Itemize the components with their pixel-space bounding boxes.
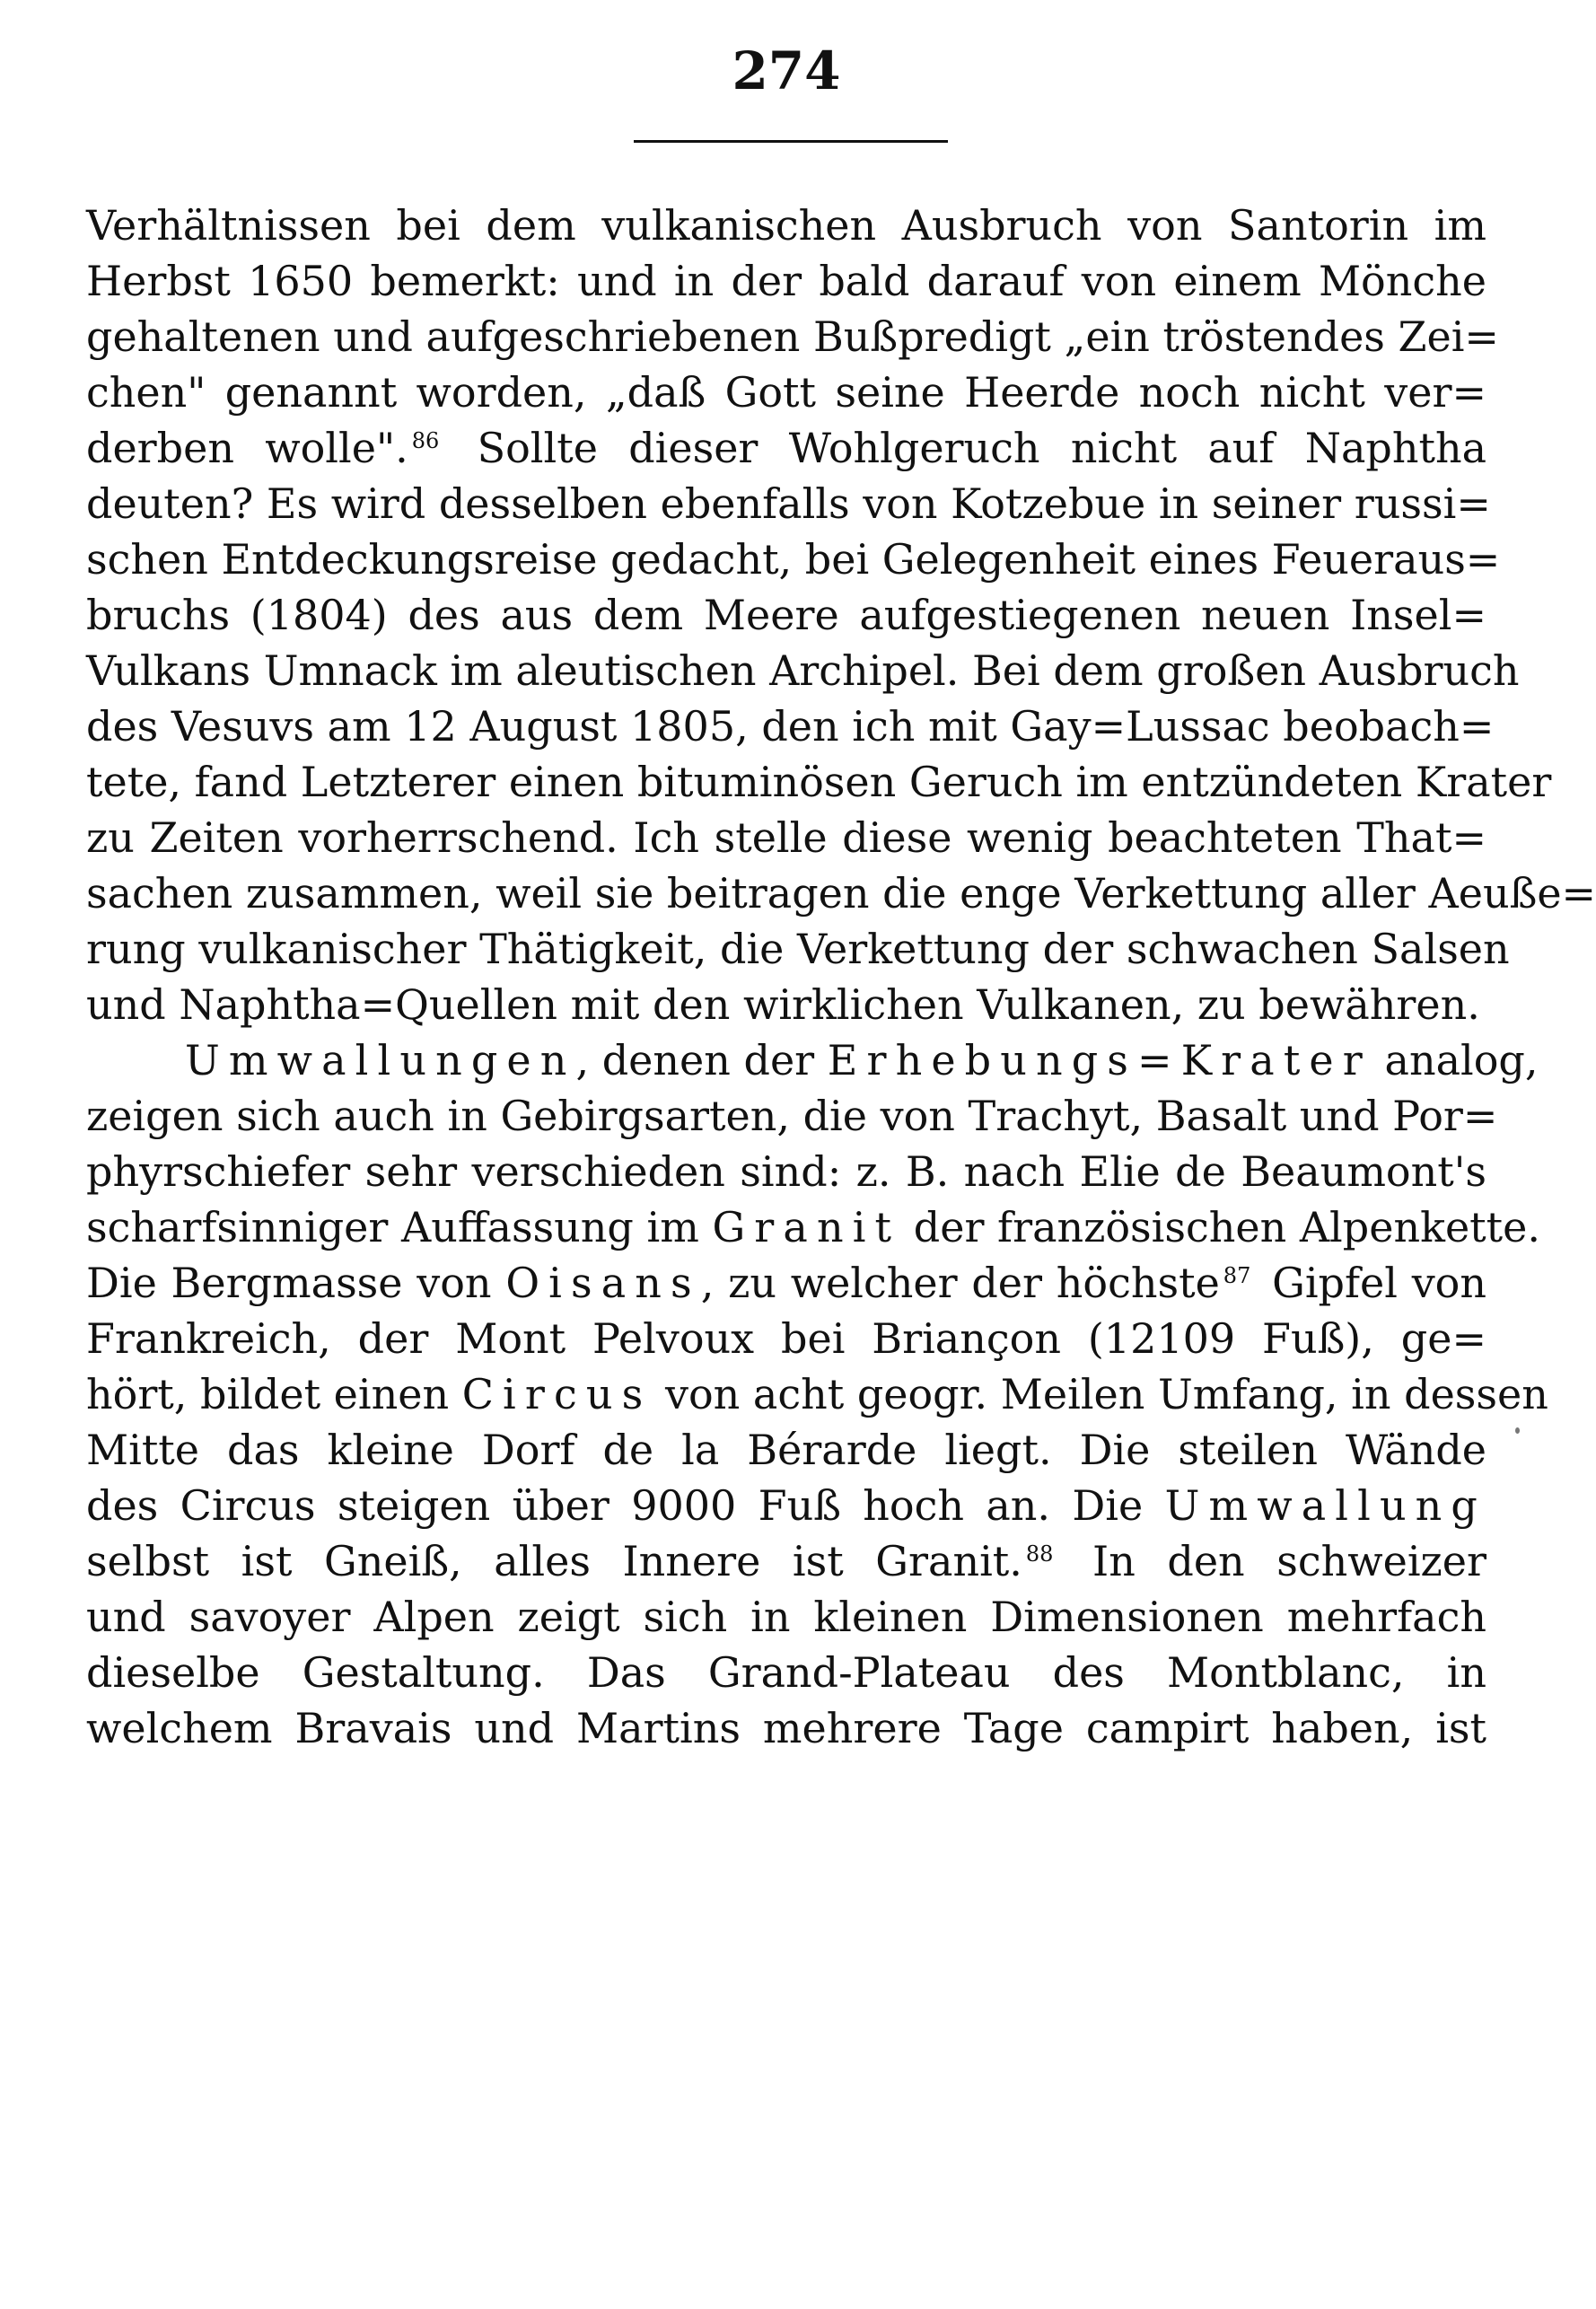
text-segment: sachen zusammen, weil sie beitragen die enge Verkettung aller Aeuße=	[86, 869, 1596, 917]
text-line	[86, 643, 1520, 698]
text-line	[86, 810, 1486, 865]
text-segment: und Naphtha=Quellen mit den wirklichen Vulkanen, zu bewähren.	[86, 980, 1480, 1029]
text-segment: scharfsinniger Auffassung im	[86, 1203, 713, 1251]
text-segment: und savoyer Alpen zeigt sich in kleinen Dimensionen mehrfach	[86, 1593, 1486, 1641]
spaced-emphasis: Granit	[712, 1203, 901, 1251]
text-line	[86, 1422, 1486, 1478]
text-segment: , zu welcher der höchste	[700, 1259, 1220, 1307]
text-line	[86, 364, 1486, 420]
text-line	[86, 1533, 1486, 1589]
text-segment: Frankreich, der Mont Pelvoux bei Briançon (12109 Fuß), ge=	[86, 1314, 1486, 1363]
text-line	[86, 1589, 1486, 1645]
text-segment: dieselbe Gestaltung. Das Grand-Plateau des Montblanc, in	[86, 1648, 1486, 1697]
text-line	[86, 754, 1552, 810]
text-segment: tete, fand Letzterer einen bituminösen Geruch im entzündeten Krater	[86, 758, 1552, 806]
text-line	[86, 1032, 1539, 1088]
text-line	[86, 1144, 1486, 1199]
text-line	[86, 1311, 1486, 1366]
text-line	[86, 1478, 1486, 1533]
text-line	[86, 1366, 1548, 1422]
text-line	[86, 1255, 1486, 1311]
text-line	[86, 253, 1486, 309]
spaced-emphasis: Umwallungen	[185, 1036, 576, 1084]
text-segment: analog,	[1371, 1036, 1539, 1084]
text-line	[86, 476, 1491, 531]
text-segment: des Vesuvs am 12 August 1805, den ich mit Gay=Lussac beobach=	[86, 702, 1495, 751]
text-line	[86, 198, 1486, 253]
footnote-marker: 88	[1025, 1541, 1054, 1567]
text-segment: Verhältnissen bei dem vulkanischen Ausbruch von Santorin im	[86, 201, 1486, 250]
text-body	[86, 198, 1596, 1756]
text-line	[86, 698, 1495, 754]
text-line	[86, 865, 1596, 921]
text-segment: hört, bildet einen	[86, 1370, 462, 1418]
text-line	[86, 587, 1486, 643]
text-segment: zeigen sich auch in Gebirgsarten, die von Trachyt, Basalt und Por=	[86, 1092, 1498, 1140]
text-segment: zu Zeiten vorherrschend. Ich stelle diese wenig beachteten That=	[86, 813, 1486, 862]
footnote-marker: 86	[411, 427, 440, 453]
text-segment: Gipfel von	[1258, 1259, 1487, 1307]
text-line	[86, 1700, 1486, 1756]
header-rule	[634, 140, 948, 143]
text-line	[86, 420, 1486, 476]
text-segment: derben wolle".	[86, 424, 408, 472]
text-segment: deuten? Es wird desselben ebenfalls von Kotzebue in seiner russi=	[86, 479, 1491, 528]
text-segment: Die Bergmasse von	[86, 1259, 506, 1307]
spaced-emphasis: Umwallung	[1164, 1481, 1486, 1530]
text-segment: welchem Bravais und Martins mehrere Tage campirt haben, ist	[86, 1704, 1486, 1752]
text-segment: chen" genannt worden, „daß Gott seine Heerde noch nicht ver=	[86, 368, 1486, 417]
text-line	[86, 921, 1510, 977]
text-segment: In den schweizer	[1060, 1537, 1487, 1585]
text-segment: , denen der	[575, 1036, 828, 1084]
text-segment: von acht geogr. Meilen Umfang, in dessen	[652, 1370, 1548, 1418]
text-line	[86, 977, 1486, 1032]
text-line	[86, 1645, 1486, 1700]
text-segment: selbst ist Gneiß, alles Innere ist Granit.	[86, 1537, 1022, 1585]
text-segment: rung vulkanischer Thätigkeit, die Verkettung der schwachen Salsen	[86, 925, 1510, 973]
text-segment: Herbst 1650 bemerkt: und in der bald darauf von einem Mönche	[86, 257, 1486, 305]
spaced-emphasis: Erhebungs=Krater	[827, 1036, 1372, 1084]
footnote-marker: 87	[1223, 1262, 1251, 1288]
text-segment: Sollte dieser Wohlgeruch nicht auf Naphtha	[446, 424, 1486, 472]
text-segment: des Circus steigen über 9000 Fuß hoch an. Die	[86, 1481, 1165, 1530]
text-segment: phyrschiefer sehr verschieden sind: z. B. nach Elie de Beaumont's	[86, 1147, 1486, 1196]
text-line	[86, 531, 1501, 587]
text-segment: Vulkans Umnack im aleutischen Archipel. Bei dem großen Ausbruch	[86, 646, 1520, 695]
text-segment: der französischen Alpenkette.	[900, 1203, 1540, 1251]
text-line	[86, 1199, 1540, 1255]
text-segment: bruchs (1804) des aus dem Meere aufgestiegenen neuen Insel=	[86, 591, 1486, 639]
page-number: 274	[732, 40, 841, 101]
text-segment: Mitte das kleine Dorf de la Bérarde liegt. Die steilen Wände	[86, 1426, 1486, 1474]
text-segment: schen Entdeckungsreise gedacht, bei Gelegenheit eines Feueraus=	[86, 535, 1501, 584]
spaced-emphasis: Oisans	[505, 1259, 701, 1307]
text-line	[86, 309, 1499, 364]
text-segment: gehaltenen und aufgeschriebenen Bußpredigt „ein tröstendes Zei=	[86, 312, 1499, 361]
spaced-emphasis: Circus	[461, 1370, 653, 1418]
text-line	[86, 1088, 1498, 1144]
ink-speck	[1515, 1427, 1520, 1434]
